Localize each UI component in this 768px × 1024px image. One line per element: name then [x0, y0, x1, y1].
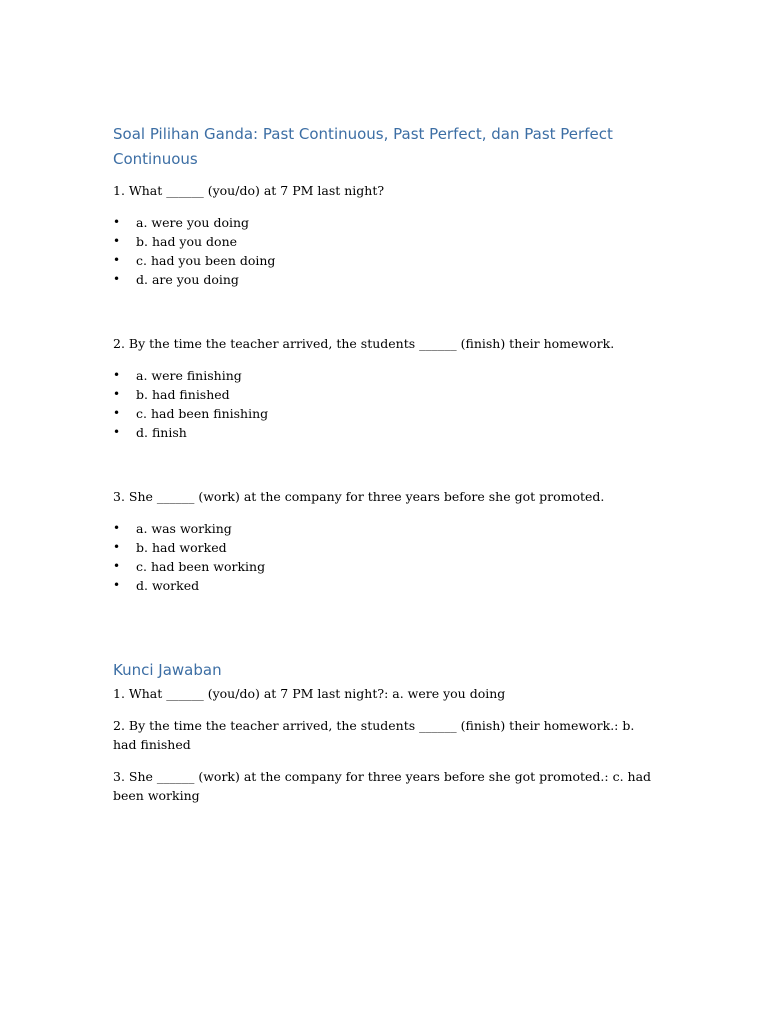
option-item	[113, 385, 653, 404]
option-item	[113, 519, 653, 538]
bullet-icon: •	[113, 253, 121, 267]
answer-key-item: 2. By the time the teacher arrived, the students ______ (finish) their homework.: b. had finished	[113, 718, 635, 752]
bullet-icon: •	[113, 387, 121, 401]
bullet-icon: •	[113, 578, 121, 592]
option-item	[113, 538, 653, 557]
option-list	[113, 213, 653, 289]
option-label: b. had finished	[136, 387, 230, 402]
bullet-icon: •	[113, 540, 121, 554]
option-label: c. had been finishing	[136, 406, 269, 421]
option-item	[113, 251, 653, 270]
question-2	[113, 334, 653, 442]
option-label: b. had you done	[136, 234, 238, 249]
option-item	[113, 270, 653, 289]
option-item	[113, 366, 653, 385]
bullet-icon: •	[113, 406, 121, 420]
option-item	[113, 557, 653, 576]
bullet-icon: •	[113, 368, 121, 382]
answer-key-item: 1. What ______ (you/do) at 7 PM last night?: a. were you doing	[113, 686, 506, 701]
answer-key-title: Kunci Jawaban	[113, 661, 222, 679]
option-list	[113, 519, 653, 595]
document-title: Soal Pilihan Ganda: Past Continuous, Past Perfect, dan Past Perfect Continuous	[113, 125, 613, 168]
bullet-icon: •	[113, 559, 121, 573]
option-item	[113, 213, 653, 232]
question-text: 3. She ______ (work) at the company for three years before she got promoted.	[113, 489, 605, 504]
question-1	[113, 181, 653, 289]
bullet-icon: •	[113, 215, 121, 229]
option-label: c. had you been doing	[136, 253, 276, 268]
option-label: a. were finishing	[136, 368, 242, 383]
bullet-icon: •	[113, 272, 121, 286]
option-item	[113, 232, 653, 251]
option-label: d. finish	[136, 425, 187, 440]
option-label: b. had worked	[136, 540, 227, 555]
option-label: d. worked	[136, 578, 200, 593]
option-label: a. were you doing	[136, 215, 250, 230]
option-item	[113, 404, 653, 423]
question-3	[113, 487, 653, 595]
option-item	[113, 576, 653, 595]
option-label: c. had been working	[136, 559, 266, 574]
question-text: 1. What ______ (you/do) at 7 PM last night?	[113, 183, 385, 198]
answer-key-item: 3. She ______ (work) at the company for three years before she got promoted.: c. had been working	[113, 769, 652, 803]
bullet-icon: •	[113, 234, 121, 248]
option-list	[113, 366, 653, 442]
bullet-icon: •	[113, 425, 121, 439]
bullet-icon: •	[113, 521, 121, 535]
option-label: a. was working	[136, 521, 232, 536]
question-text: 2. By the time the teacher arrived, the students ______ (finish) their homework.	[113, 336, 615, 351]
document-page	[113, 122, 653, 818]
answer-key-list	[113, 684, 653, 805]
option-item	[113, 423, 653, 442]
option-label: d. are you doing	[136, 272, 239, 287]
